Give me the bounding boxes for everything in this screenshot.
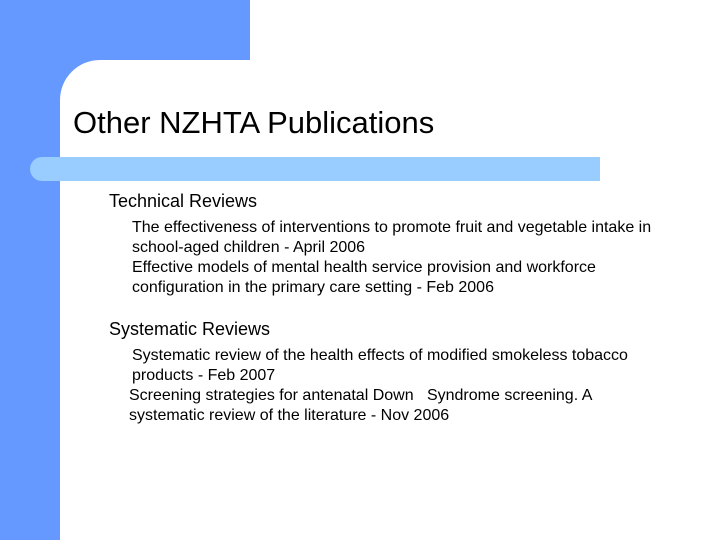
section-heading: Technical Reviews bbox=[109, 191, 258, 211]
section-technical-reviews bbox=[109, 190, 709, 298]
list-item: The effectiveness of interventions to promote fruit and vegetable intake in school-aged children - April 2006 bbox=[132, 219, 652, 256]
list-item: Systematic review of the health effects of modified smokeless tobacco products - Feb 2007 bbox=[132, 347, 628, 384]
slide-title: Other NZHTA Publications bbox=[73, 105, 435, 140]
list-item: Effective models of mental health service provision and workforce configuration in the primary care setting - Feb 2006 bbox=[132, 259, 596, 296]
list-item: Screening strategies for antenatal Down Syndrome screening. A systematic review of the literature - Nov 2006 bbox=[129, 387, 596, 424]
title-underline-bar bbox=[30, 157, 600, 181]
slide-body bbox=[109, 190, 709, 426]
section-heading: Systematic Reviews bbox=[109, 319, 271, 339]
section-systematic-reviews bbox=[109, 318, 709, 426]
